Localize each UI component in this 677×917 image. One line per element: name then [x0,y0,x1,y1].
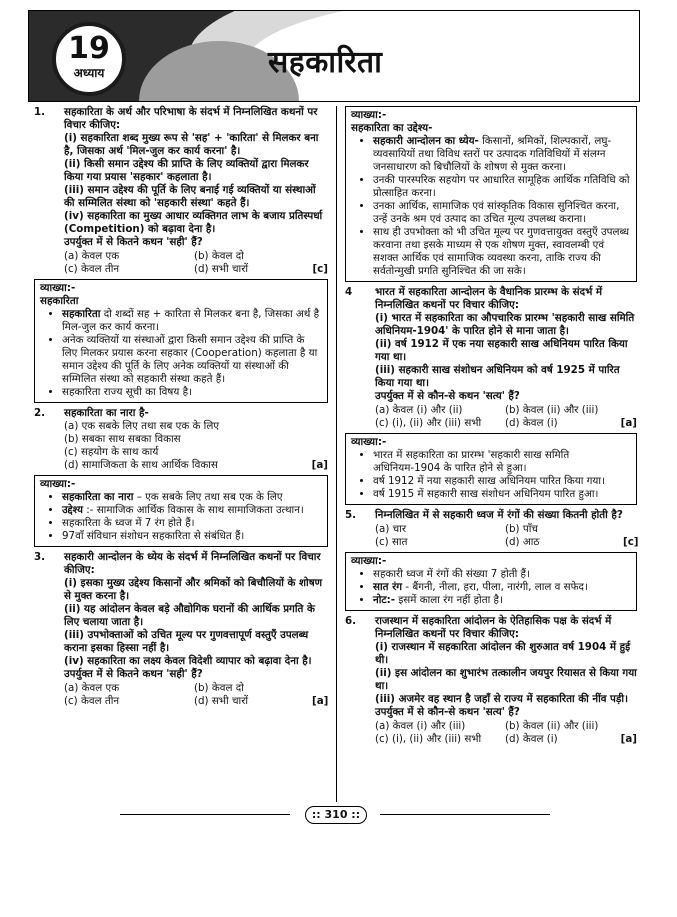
explanation-point: • नोट:- इसमें काला रंग नहीं होता है। [373,594,631,607]
question-ask: उपर्युक्त में से कितने कथन 'सही' हैं? [64,668,203,680]
explanation-heading: व्याख्या:- [40,282,76,294]
explanation-point: • सात रंग - बैंगनी, नीला, हरा, पीला, नारंगी, लाल व सफेद। [373,581,631,594]
explanation-point: • साथ ही उपभोक्ता को भी उचित मूल्य पर गुणवत्तायुक्त वस्तुएँ उपलब्ध करवाना तथा इसके माध्यम से एक शोषण मुक्त, स्वावलम्बी एवं सशक्त आर्थिक एवं सामाजिक व्यवस्था करना, ताकि राज्य की सर्वतोन्मुखी प्रगति सुनिश्चित की जा सके। [373,226,631,278]
question-5 [345,509,637,522]
explanation-point: • वर्ष 1912 में नया सहकारी साख अधिनियम पारित किया गया। [373,475,631,488]
question-number: 5. [345,509,357,521]
explanation-list [351,449,631,501]
explanation-point: • उनका आर्थिक, सामाजिक एवं सांस्कृतिक विकास सुनिश्चित करना, उन्हें उनके श्रम एवं उत्पाद का उचित मूल्य उपलब्ध कराना। [373,200,631,226]
option-b: (b) सबका साथ सबका विकास [64,433,181,445]
option-d: (d) केवल (i) [505,417,558,429]
footer-rule [120,814,290,815]
question-number: 3. [34,551,46,563]
option-a: (a) एक सबके लिए तथा सब एक के लिए [64,420,220,432]
explanation-point: • सहकारी ध्वज में रंगों की संख्या 7 होती हैं। [373,568,631,581]
answer-key: [a] [311,459,328,471]
option-c: (c) सात [375,536,408,548]
option-c: (c) (i), (ii) और (iii) सभी [375,733,482,745]
question-stem: सहकारिता के अर्थ और परिभाषा के संदर्भ में निम्नलिखित कथनों पर विचार कीजिए: [64,106,318,131]
question-stem: राजस्थान में सहकारिता आंदोलन के ऐतिहासिक पक्ष के संदर्भ में निम्नलिखित कथनों पर विचार कीजिए: [375,615,612,640]
question-number: 6. [345,615,357,627]
question-6 [345,615,637,719]
option-d: (d) सभी चारों [194,263,249,275]
question-ask: उपर्युक्त में से कौन-से कथन 'सत्य' हैं? [375,390,520,402]
statement: (iv) सहकारिता का मुख्य आधार व्यक्तिगत लाभ के बजाय प्रतिस्पर्धा (Competition) को बढ़ावा देना है। [64,210,323,235]
explanation-point: • सहकारिता राज्य सूची का विषय है। [62,386,322,399]
option-b: (b) केवल दो [194,682,244,694]
statement: (ii) इस आंदोलन का शुभारंभ तत्कालीन जयपुर रियासत से किया गया था। [375,667,637,692]
statement: (iii) सहकारी साख संशोधन अधिनियम को वर्ष 1925 में पारित किया गया था। [375,364,620,389]
explanation-heading: व्याख्या:- [40,478,76,490]
page-number: :: 310 :: [305,806,367,824]
explanation-subheading: सहकारिता का उद्देश्य- [351,122,433,134]
explanation-list [40,491,322,543]
question-stem: भारत में सहकारिता आन्दोलन के वैधानिक प्रारम्भ के संदर्भ में निम्नलिखित कथनों पर विचार कीजिए: [375,286,603,311]
question-3 [34,551,328,681]
options [375,404,637,430]
explanation-box [345,106,637,282]
answer-key: [a] [312,695,329,707]
option-a: (a) केवल (i) और (iii) [375,720,466,732]
option-d: (d) सभी चारों [194,695,249,707]
explanation-point: • अनेक व्यक्तियों या संस्थाओं द्वारा किसी समान उद्देश्य की प्राप्ति के लिए मिलकर प्रयास करना सहकार (Cooperation) कहलाता है या समान उद्देश्य की पूर्ति के लिए अनेक व्यक्तियों या संस्थाओं की सम्मिलित संस्था को सहकारी संस्था कहते हैं। [62,334,322,386]
explanation-box [345,552,637,611]
explanation-point: • 97वाँ संविधान संशोधन सहकारिता से संबंधित हैं। [62,530,322,543]
question-stem: सहकारिता का नारा है- [64,407,149,419]
chapter-badge [52,22,126,96]
question-number: 2. [34,407,46,419]
explanation-point: • सहकारिता का नारा – एक सबके लिए तथा सब एक के लिए [62,491,322,504]
question-1 [34,106,328,249]
statement: (i) इसका मुख्य उद्देश्य किसानों और श्रमिकों को बिचौलियों के शोषण से मुक्त करना है। [64,577,323,602]
explanation-heading: व्याख्या:- [351,436,387,448]
statement: (ii) वर्ष 1912 में एक नया सहकारी साख अधिनियम पारित किया गया था। [375,338,628,363]
option-c: (c) केवल तीन [64,263,120,275]
chapter-label: अध्याय [73,66,105,80]
explanation-heading: व्याख्या:- [351,109,387,121]
option-c: (c) सहयोग के साथ कार्य [64,446,159,458]
option-c: (c) केवल तीन [64,695,120,707]
option-d: (d) आठ [505,536,540,548]
answer-key: [a] [620,733,637,745]
option-a: (a) केवल एक [64,250,120,262]
statement: (iii) उपभोक्ताओं को उचित मूल्य पर गुणवत्तापूर्ण वस्तुएँ उपलब्ध कराना इसका हिस्सा नहीं है। [64,629,309,654]
left-column [34,106,328,708]
answer-key: [c] [623,536,639,548]
right-column [345,106,637,746]
page-title: सहकारिता [268,45,383,80]
explanation-point: • सहकारिता के ध्वज में 7 रंग होते हैं। [62,517,322,530]
option-d: (d) सामाजिकता के साथ आर्थिक विकास [64,459,218,471]
column-divider [336,106,337,802]
explanation-point: • उद्देश्य :- सामाजिक आर्थिक विकास के साथ सामाजिकता उत्थान। [62,504,322,517]
question-number: 4 [345,286,353,298]
option-b: (b) पाँच [505,523,538,535]
footer-rule [380,814,550,815]
chapter-number: 19 [68,31,110,66]
question-stem: सहकारी आन्दोलन के ध्येय के संदर्भ में निम्नलिखित कथनों पर विचार कीजिए: [64,551,321,576]
question-stem: निम्नलिखित में से सहकारी ध्वज में रंगों की संख्या कितनी होती है? [375,509,623,521]
explanation-point: • उनकी पारस्परिक सहयोग पर आधारित सामूहिक आर्थिक गतिविधि को प्रोत्साहित करना। [373,174,631,200]
explanation-point: • भारत में सहकारिता का प्रारम्भ 'सहकारी साख समिति अधिनियम-1904 के पारित होने से हुआ। [373,449,631,475]
statement: (iii) समान उद्देश्य की पूर्ति के लिए बनाई गई व्यक्तियों या संस्थाओं की सम्मिलित संस्था को 'सहकारी संस्था' कहते हैं। [64,184,316,209]
answer-key: [c] [312,263,328,275]
option-a: (a) केवल एक [64,682,120,694]
question-2 [34,407,328,472]
question-4 [345,286,637,403]
explanation-box [34,279,328,403]
option-c: (c) (i), (ii) और (iii) सभी [375,417,482,429]
option-a: (a) केवल (i) और (ii) [375,404,463,416]
explanation-point: • सहकारी आन्दोलन का ध्येय- किसानों, श्रमिकों, शिल्पकारों, लघु-व्यवसायियों तथा विविध स्तरों पर उत्पादक गतिविधियों में संलग्न जनसाधारण को बिचौलियों के शोषण से मुक्त करना। [373,135,631,174]
statement: (ii) किसी समान उद्देश्य की प्राप्ति के लिए व्यक्तियों द्वारा मिलकर किया गया प्रयास 'सहकार' कहलाता है। [64,158,309,183]
statement: (i) सहकारिता शब्द मुख्य रूप से 'सह' + 'कारिता' से मिलकर बना है, जिसका अर्थ 'मिल-जुल कर कार्य करना' है। [64,132,319,157]
options [64,250,328,276]
question-ask: उपर्युक्त में से कितने कथन 'सही' हैं? [64,236,203,248]
explanation-point: • वर्ष 1915 में सहकारी साख संशोधन अधिनियम पारित हुआ। [373,488,631,501]
explanation-box [34,475,328,547]
statement: (iii) अजमेर वह स्थान है जहाँ से राज्य में सहकारिता की नींव पड़ी। [375,693,628,705]
statement: (i) राजस्थान में सहकारिता आंदोलन की शुरुआत वर्ष 1904 में हुई थी। [375,641,631,666]
explanation-subheading: सहकारिता [40,295,79,307]
explanation-point: • सहकारिता दो शब्दों सह + कारिता से मिलकर बना है, जिसका अर्थ है मिल-जुल कर कार्य करना। [62,308,322,334]
statement: (iv) सहकारिता का लक्ष्य केवल विदेशी व्यापार को बढ़ावा देना है। [64,655,312,667]
option-b: (b) केवल दो [194,250,244,262]
options [64,682,328,708]
question-number: 1. [34,106,46,118]
explanation-list [40,308,322,399]
question-ask: उपर्युक्त में से कौन-से कथन 'सत्य' हैं? [375,706,520,718]
option-b: (b) केवल (ii) और (iii) [505,720,599,732]
options [375,523,637,549]
options [375,720,637,746]
answer-key: [a] [620,417,637,429]
option-b: (b) केवल (ii) और (iii) [505,404,599,416]
option-a: (a) चार [375,523,407,535]
explanation-list [351,568,631,607]
explanation-heading: व्याख्या:- [351,555,387,567]
page-footer [120,806,550,824]
option-d: (d) केवल (i) [505,733,558,745]
statement: (ii) यह आंदोलन केवल बड़े औद्योगिक घरानों की आर्थिक प्रगति के लिए चलाया जाता है। [64,603,315,628]
explanation-list [351,135,631,278]
statement: (i) भारत में सहकारिता का औपचारिक प्रारम्भ 'सहकारी साख समिति अधिनियम-1904' के पारित होने से माना जाता है। [375,312,635,337]
explanation-box [345,433,637,505]
